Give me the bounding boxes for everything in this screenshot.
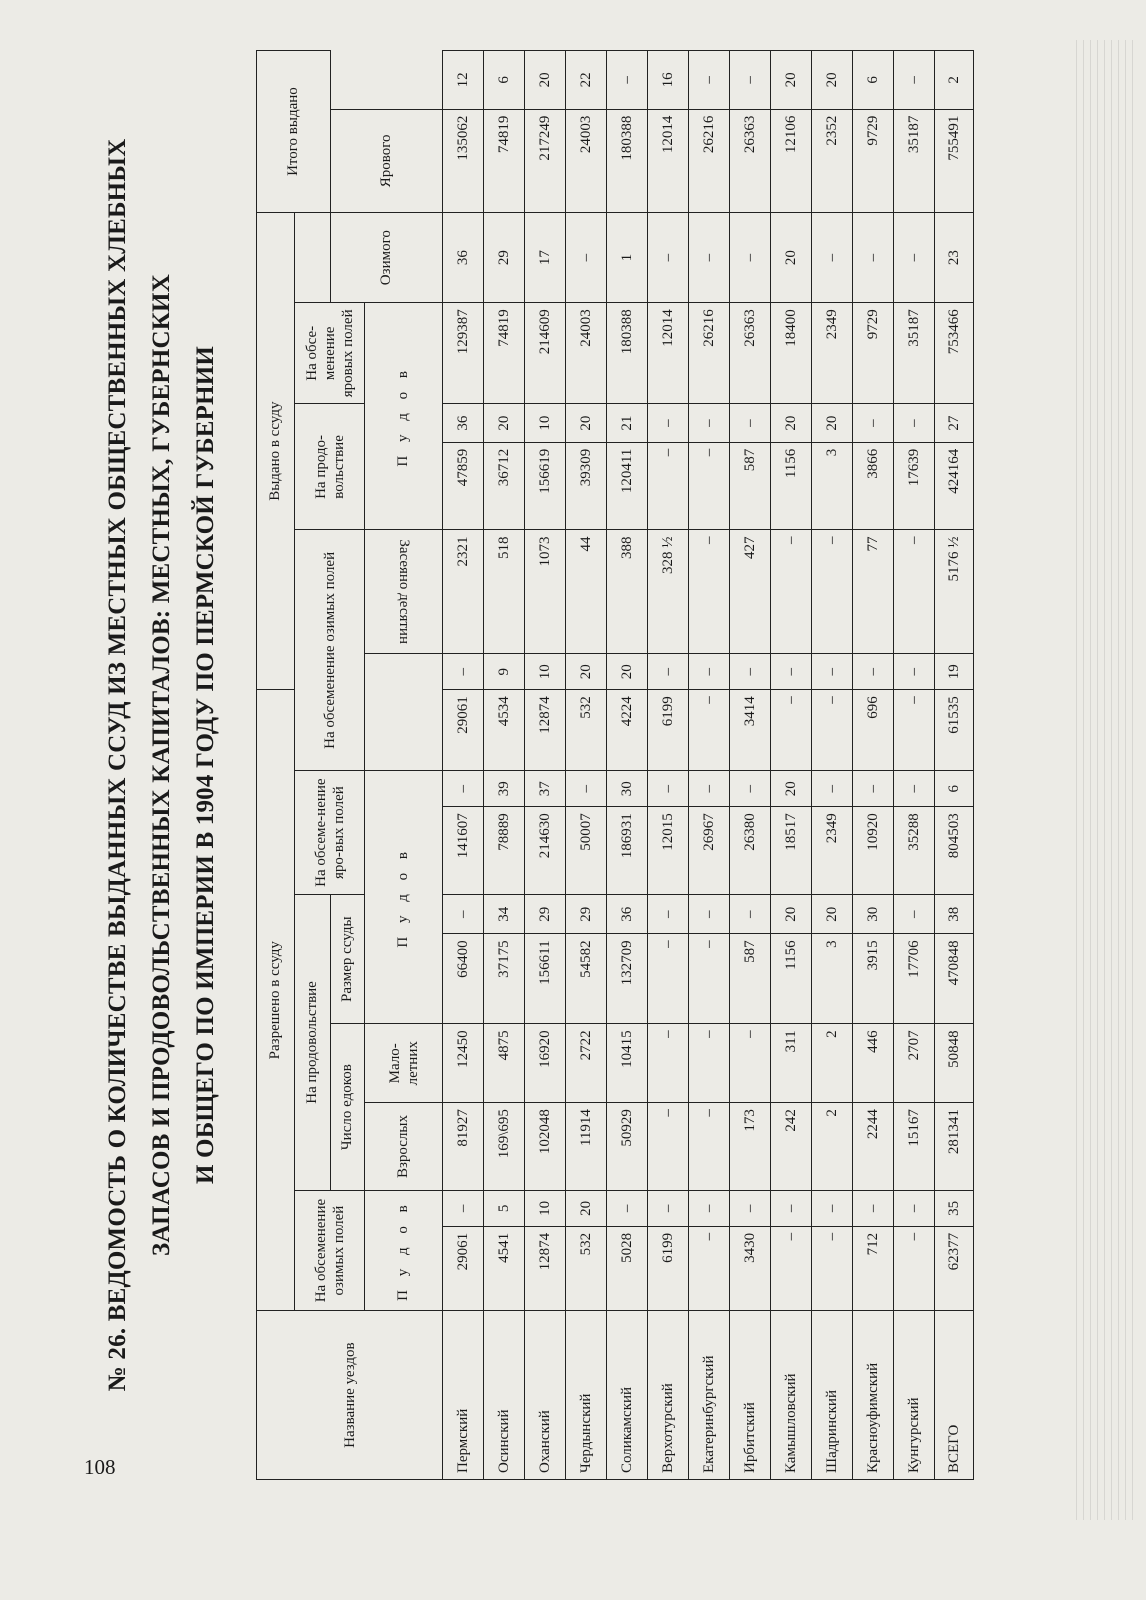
table-cell: –	[812, 690, 853, 771]
header-puds: П у д о в	[365, 1190, 443, 1310]
table-cell: –	[648, 442, 689, 530]
table-cell: 2	[812, 1103, 853, 1191]
table-cell: –	[443, 1190, 484, 1226]
table-cell: 10415	[607, 1024, 648, 1103]
table-cell: –	[689, 213, 730, 303]
table-cell: 24003	[566, 303, 607, 404]
table-cell: 3414	[730, 690, 771, 771]
table-cell: 18400	[771, 303, 812, 404]
table-cell: 5176 ½	[935, 530, 974, 654]
table-cell: 2	[812, 1024, 853, 1103]
title-line-2: ЗАПАСОВ И ПРОДОВОЛЬСТВЕННЫХ КАПИТАЛОВ: МЕСТНЫХ, ГУБЕРНСКИХ	[148, 274, 175, 1256]
table-cell: 26967	[689, 807, 730, 895]
table-cell: 3866	[853, 442, 894, 530]
table-cell: 214609	[525, 303, 566, 404]
document-title	[96, 50, 236, 1480]
total-row	[935, 51, 974, 1480]
table-cell: 518	[484, 530, 525, 654]
district-name: Камышловский	[771, 1311, 812, 1480]
table-cell: –	[443, 654, 484, 690]
table-cell: 587	[730, 442, 771, 530]
table-cell: 6199	[648, 1226, 689, 1310]
table-cell: 753466	[935, 303, 974, 404]
table-cell: 217249	[525, 109, 566, 213]
table-cell: 38	[935, 895, 974, 934]
table-cell: –	[689, 895, 730, 934]
table-cell: 12	[443, 51, 484, 110]
table-cell: 81927	[443, 1103, 484, 1191]
table-cell: –	[648, 1024, 689, 1103]
header-spring: Ярового	[331, 109, 443, 213]
table-cell: –	[689, 654, 730, 690]
header-spring-fields: На обсеме-нение яро-вых полей	[295, 771, 365, 895]
header-loan-size: Размер ссуды	[331, 895, 365, 1024]
table-cell: 21	[607, 404, 648, 442]
table-cell: 4875	[484, 1024, 525, 1103]
table-cell: 180388	[607, 109, 648, 213]
table-cell: 20	[566, 654, 607, 690]
table-cell: 214630	[525, 807, 566, 895]
header-puds: П у д о в	[365, 303, 443, 530]
table-cell: 29061	[443, 1226, 484, 1310]
table-cell: 1	[607, 213, 648, 303]
district-name: Пермский	[443, 1311, 484, 1480]
table-cell: 3	[812, 442, 853, 530]
district-name: ВСЕГО	[935, 1311, 974, 1480]
bleed-through-text	[1076, 40, 1136, 1520]
table-cell: 66400	[443, 934, 484, 1024]
table-cell: 50929	[607, 1103, 648, 1191]
table-cell: 4541	[484, 1226, 525, 1310]
table-cell: –	[853, 404, 894, 442]
table-cell: 35187	[894, 303, 935, 404]
table-cell: 12450	[443, 1024, 484, 1103]
table-cell: 3430	[730, 1226, 771, 1310]
table-cell: –	[607, 51, 648, 110]
table-cell: 169\695	[484, 1103, 525, 1191]
table-row	[730, 51, 771, 1480]
table-cell: 186931	[607, 807, 648, 895]
table-cell: 62377	[935, 1226, 974, 1310]
table-cell: –	[730, 404, 771, 442]
table-cell: –	[689, 442, 730, 530]
table-cell: 17	[525, 213, 566, 303]
table-cell: –	[730, 1190, 771, 1226]
district-name: Шадринский	[812, 1311, 853, 1480]
table-cell: 156611	[525, 934, 566, 1024]
table-cell: 141607	[443, 807, 484, 895]
header-issued-spring: На обсе-менение яровых полей	[295, 303, 365, 404]
table-cell: 37175	[484, 934, 525, 1024]
table-cell: 78889	[484, 807, 525, 895]
table-cell: 29061	[443, 690, 484, 771]
table-cell: 50007	[566, 807, 607, 895]
table-row	[689, 51, 730, 1480]
table-cell: –	[566, 213, 607, 303]
table-cell: 20	[771, 895, 812, 934]
district-name: Кунгурский	[894, 1311, 935, 1480]
header-total-issued: Итого выдано	[257, 51, 331, 213]
table-cell: 50848	[935, 1024, 974, 1103]
table-cell: 4224	[607, 690, 648, 771]
table-cell: 20	[771, 213, 812, 303]
table-cell: 9	[484, 654, 525, 690]
table-cell: –	[689, 51, 730, 110]
table-cell: 5028	[607, 1226, 648, 1310]
table-cell: –	[812, 213, 853, 303]
table-row	[771, 51, 812, 1480]
table-cell: 173	[730, 1103, 771, 1191]
table-cell: 20	[771, 771, 812, 807]
table-cell: 20	[566, 1190, 607, 1226]
table-cell: –	[689, 530, 730, 654]
table-cell: –	[771, 690, 812, 771]
header-permitted: Разрешено в ссуду	[257, 690, 295, 1311]
header-issued-food: На продо-вольствие	[295, 404, 365, 530]
table-cell: –	[648, 771, 689, 807]
table-cell: 6199	[648, 690, 689, 771]
loan-statistics-table	[256, 50, 974, 1480]
header-adults: Взрослых	[365, 1103, 443, 1191]
table-cell: 47859	[443, 442, 484, 530]
table-cell: 755491	[935, 109, 974, 213]
table-cell: 424164	[935, 442, 974, 530]
table-cell: 39	[484, 771, 525, 807]
table-cell: 328 ½	[648, 530, 689, 654]
table-cell: 9729	[853, 109, 894, 213]
table-cell: 22	[566, 51, 607, 110]
rotated-page-content	[96, 50, 996, 1480]
table-cell: 36	[607, 895, 648, 934]
table-cell: 15167	[894, 1103, 935, 1191]
table-cell: 20	[771, 404, 812, 442]
table-cell: 36	[443, 213, 484, 303]
table-cell: 6	[935, 771, 974, 807]
table-row	[812, 51, 853, 1480]
table-cell: 2244	[853, 1103, 894, 1191]
table-cell: 12874	[525, 1226, 566, 1310]
table-cell: 2321	[443, 530, 484, 654]
table-cell: 10	[525, 654, 566, 690]
table-cell: 587	[730, 934, 771, 1024]
table-cell: –	[443, 771, 484, 807]
page-number: 108	[84, 1455, 116, 1479]
table-cell: –	[894, 404, 935, 442]
table-cell: 18517	[771, 807, 812, 895]
table-row	[853, 51, 894, 1480]
table-cell: 132709	[607, 934, 648, 1024]
table-cell: –	[648, 404, 689, 442]
table-cell: 388	[607, 530, 648, 654]
table-cell: 26216	[689, 303, 730, 404]
header-winter: Озимого	[331, 213, 443, 303]
table-cell: 35187	[894, 109, 935, 213]
table-cell: 120411	[607, 442, 648, 530]
table-cell: 470848	[935, 934, 974, 1024]
table-cell: 39309	[566, 442, 607, 530]
table-cell: –	[812, 654, 853, 690]
table-cell: 2707	[894, 1024, 935, 1103]
table-cell: –	[689, 1103, 730, 1191]
table-cell: 26216	[689, 109, 730, 213]
district-name: Чердынский	[566, 1311, 607, 1480]
header-issued: Выдано в ссуду	[257, 213, 295, 690]
table-cell: –	[894, 530, 935, 654]
table-cell: –	[771, 530, 812, 654]
table-cell: 29	[525, 895, 566, 934]
header-food: На продовольствие	[295, 895, 331, 1191]
table-cell: –	[853, 213, 894, 303]
table-cell: 26363	[730, 303, 771, 404]
table-cell: –	[648, 934, 689, 1024]
header-issued-winter: На обсеменение озимых полей	[295, 530, 365, 771]
table-cell: 20	[812, 895, 853, 934]
table-cell: –	[689, 771, 730, 807]
table-cell: 74819	[484, 303, 525, 404]
header-desyatin: Засеяно десятин	[365, 530, 443, 654]
table-cell: –	[648, 654, 689, 690]
table-cell: 19	[935, 654, 974, 690]
table-cell: 20	[484, 404, 525, 442]
table-cell: 446	[853, 1024, 894, 1103]
table-cell: 35288	[894, 807, 935, 895]
table-cell: –	[730, 213, 771, 303]
table-cell: –	[853, 1190, 894, 1226]
table-cell: 20	[812, 404, 853, 442]
title-line-1: № 26. ВЕДОМОСТЬ О КОЛИЧЕСТВЕ ВЫДАННЫХ ССУД ИЗ МЕСТНЫХ ОБЩЕСТВЕННЫХ ХЛЕБНЫХ	[104, 138, 131, 1392]
table-cell: 36712	[484, 442, 525, 530]
table-cell: 20	[525, 51, 566, 110]
table-cell: –	[730, 895, 771, 934]
table-row	[443, 51, 484, 1480]
table-cell: –	[648, 895, 689, 934]
table-cell: –	[894, 1190, 935, 1226]
district-name: Осинский	[484, 1311, 525, 1480]
table-cell: 129387	[443, 303, 484, 404]
table-cell: 10	[525, 404, 566, 442]
table-cell: –	[730, 771, 771, 807]
header-eaters: Число едоков	[331, 1024, 365, 1191]
table-cell: 180388	[607, 303, 648, 404]
table-cell: 281341	[935, 1103, 974, 1191]
table-cell: 102048	[525, 1103, 566, 1191]
table-cell: 1156	[771, 442, 812, 530]
table-cell: –	[894, 51, 935, 110]
table-cell: 9729	[853, 303, 894, 404]
table-cell: 12015	[648, 807, 689, 895]
table-cell: 30	[853, 895, 894, 934]
table-cell: 20	[771, 51, 812, 110]
table-row	[894, 51, 935, 1480]
district-name: Красноуфимский	[853, 1311, 894, 1480]
table-cell: 712	[853, 1226, 894, 1310]
table-cell: 5	[484, 1190, 525, 1226]
table-cell: –	[894, 771, 935, 807]
table-cell: 2349	[812, 807, 853, 895]
table-cell: –	[812, 1190, 853, 1226]
table-cell: –	[771, 654, 812, 690]
table-cell: –	[894, 690, 935, 771]
table-cell: 54582	[566, 934, 607, 1024]
table-cell: 20	[607, 654, 648, 690]
table-row	[648, 51, 689, 1480]
table-cell: 1073	[525, 530, 566, 654]
table-cell: 61535	[935, 690, 974, 771]
table-cell: 12106	[771, 109, 812, 213]
district-name: Соликамский	[607, 1311, 648, 1480]
table-cell: –	[812, 530, 853, 654]
table-cell: 74819	[484, 109, 525, 213]
table-cell: 696	[853, 690, 894, 771]
table-cell: –	[894, 654, 935, 690]
table-cell: 2349	[812, 303, 853, 404]
table-cell: –	[607, 1190, 648, 1226]
district-name: Екатеринбургский	[689, 1311, 730, 1480]
table-cell: –	[853, 654, 894, 690]
district-name: Оханский	[525, 1311, 566, 1480]
table-cell: 17706	[894, 934, 935, 1024]
table-cell: –	[648, 1190, 689, 1226]
table-cell: 26363	[730, 109, 771, 213]
table-cell: –	[894, 213, 935, 303]
table-cell: –	[689, 1190, 730, 1226]
table-cell: 12014	[648, 303, 689, 404]
district-name: Ирбитский	[730, 1311, 771, 1480]
table-cell: 12014	[648, 109, 689, 213]
header-winter-fields: На обсеменение озимых полей	[295, 1190, 365, 1310]
table-cell: 29	[484, 213, 525, 303]
table-cell: 26380	[730, 807, 771, 895]
table-cell: 311	[771, 1024, 812, 1103]
table-cell: 17639	[894, 442, 935, 530]
table-cell: –	[648, 1103, 689, 1191]
table-cell: 27	[935, 404, 974, 442]
table-cell: 16	[648, 51, 689, 110]
table-cell: 532	[566, 1226, 607, 1310]
table-cell: 23	[935, 213, 974, 303]
table-cell: 44	[566, 530, 607, 654]
table-row	[525, 51, 566, 1480]
table-cell: 11914	[566, 1103, 607, 1191]
table-cell: –	[812, 1226, 853, 1310]
table-cell: –	[771, 1190, 812, 1226]
header-name: Название уездов	[257, 1311, 443, 1480]
table-cell: –	[689, 1226, 730, 1310]
table-cell: 37	[525, 771, 566, 807]
table-cell: –	[689, 404, 730, 442]
table-cell: –	[689, 690, 730, 771]
table-cell: 34	[484, 895, 525, 934]
table-cell: 29	[566, 895, 607, 934]
table-cell: –	[894, 895, 935, 934]
table-cell: –	[689, 1024, 730, 1103]
table-cell: 242	[771, 1103, 812, 1191]
table-cell: 2722	[566, 1024, 607, 1103]
table-cell: 2	[935, 51, 974, 110]
table-cell: –	[853, 771, 894, 807]
table-row	[566, 51, 607, 1480]
table-cell: 77	[853, 530, 894, 654]
table-cell: 2352	[812, 109, 853, 213]
table-cell: –	[730, 654, 771, 690]
table-cell: 10920	[853, 807, 894, 895]
table-cell: 12874	[525, 690, 566, 771]
table-cell: –	[443, 895, 484, 934]
table-cell: 804503	[935, 807, 974, 895]
table-cell: 20	[566, 404, 607, 442]
table-cell: –	[812, 771, 853, 807]
table-cell: 6	[853, 51, 894, 110]
table-cell: 532	[566, 690, 607, 771]
table-cell: 4534	[484, 690, 525, 771]
table-cell: 156619	[525, 442, 566, 530]
table-cell: –	[566, 771, 607, 807]
table-cell: 30	[607, 771, 648, 807]
table-cell: 16920	[525, 1024, 566, 1103]
table-cell: –	[894, 1226, 935, 1310]
table-cell: 427	[730, 530, 771, 654]
header-puds: П у д о в	[365, 771, 443, 1024]
title-line-3: И ОБЩЕГО ПО ИМПЕРИИ В 1904 ГОДУ ПО ПЕРМСКОЙ ГУБЕРНИИ	[192, 345, 219, 1185]
table-cell: 3	[812, 934, 853, 1024]
table-cell: –	[648, 213, 689, 303]
table-row	[484, 51, 525, 1480]
table-cell: 36	[443, 404, 484, 442]
table-cell: 10	[525, 1190, 566, 1226]
table-cell: 24003	[566, 109, 607, 213]
table-cell: 20	[812, 51, 853, 110]
table-cell: –	[730, 1024, 771, 1103]
table-cell: –	[771, 1226, 812, 1310]
table-cell: 135062	[443, 109, 484, 213]
table-cell: 3915	[853, 934, 894, 1024]
table-cell: –	[730, 51, 771, 110]
district-name: Верхотурский	[648, 1311, 689, 1480]
table-cell: 35	[935, 1190, 974, 1226]
table-row	[607, 51, 648, 1480]
table-cell: 6	[484, 51, 525, 110]
table-cell: 1156	[771, 934, 812, 1024]
table-cell: –	[689, 934, 730, 1024]
header-minors: Мало-летних	[365, 1024, 443, 1103]
